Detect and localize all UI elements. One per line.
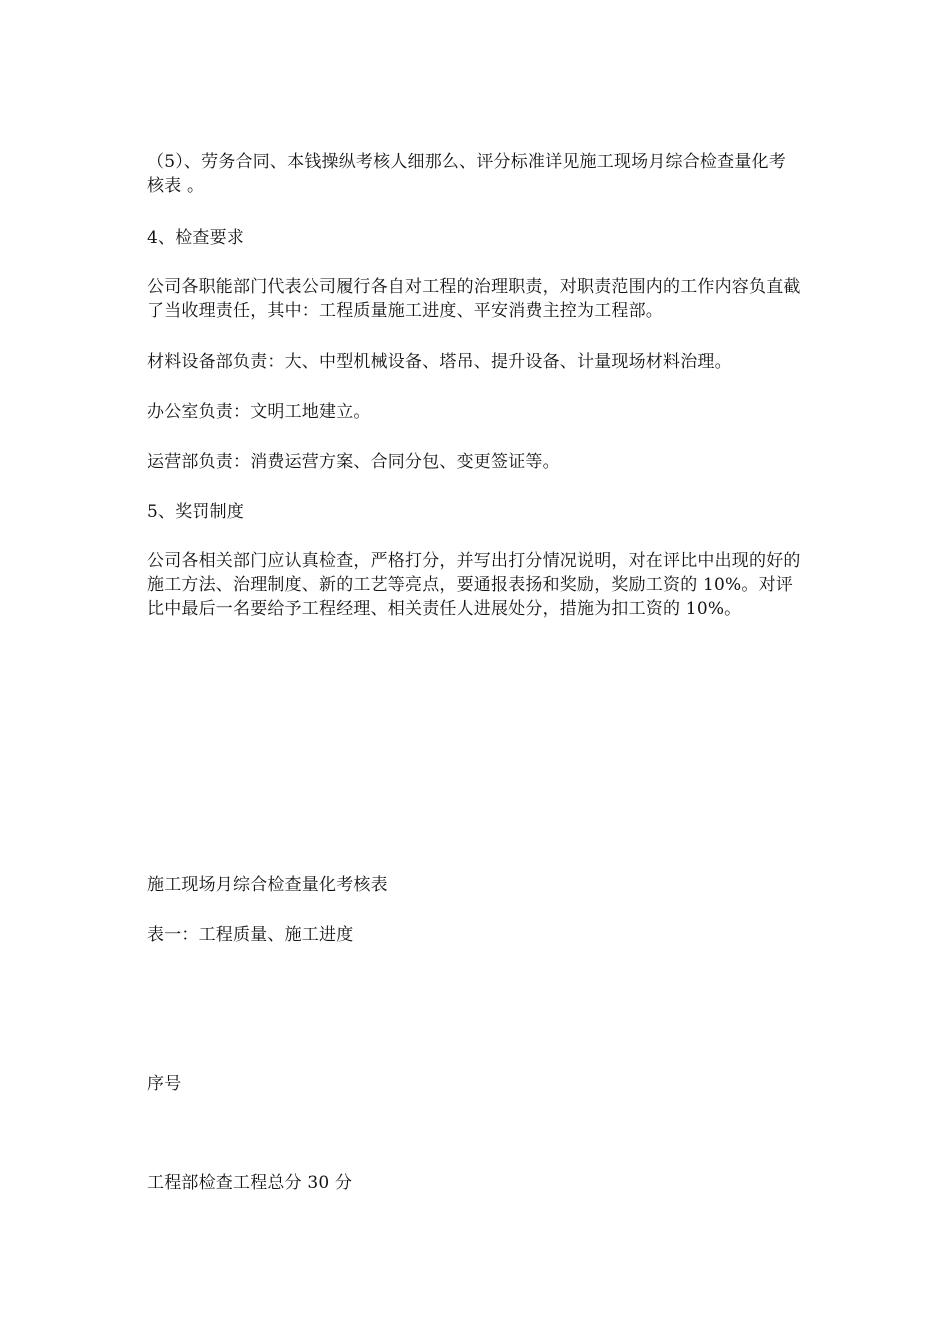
paragraph-materials-dept: 材料设备部负责：大、中型机械设备、塔吊、提升设备、计量现场材料治理。	[147, 352, 732, 372]
paragraph-department-duties: 公司各职能部门代表公司履行各自对工程的治理职责，对职责范围内的工作内容负直截了当收理责任，其中：工程质量施工进度、平安消费主控为工程部。	[147, 277, 801, 321]
table-title: 施工现场月综合检查量化考核表	[147, 875, 388, 895]
heading-rewards-penalties: 5、奖罚制度	[147, 502, 245, 522]
table-subtitle: 表一：工程质量、施工进度	[147, 925, 354, 945]
section-total-score: 工程部检查工程总分 30 分	[147, 1173, 353, 1193]
paragraph-office: 办公室负责：文明工地建立。	[147, 402, 371, 422]
paragraph-operations-dept: 运营部负责：消费运营方案、合同分包、变更签证等。	[147, 452, 560, 472]
heading-inspection-requirements: 4、检查要求	[147, 228, 245, 248]
paragraph-rewards-details: 公司各相关部门应认真检查，严格打分，并写出打分情况说明，对在评比中出现的好的施工方法、治理制度、新的工艺等亮点，要通报表扬和奖励，奖励工资的 10%。对评比中最后一名要给予工程经理、相关责任人进展处分，措施为扣工资的 10%。	[147, 551, 801, 619]
paragraph-labor-contract: （5）、劳务合同、本钱操纵考核人细那么、评分标准详见施工现场月综合检查量化考核表 。	[147, 152, 786, 196]
column-header-seq: 序号	[147, 1074, 182, 1094]
